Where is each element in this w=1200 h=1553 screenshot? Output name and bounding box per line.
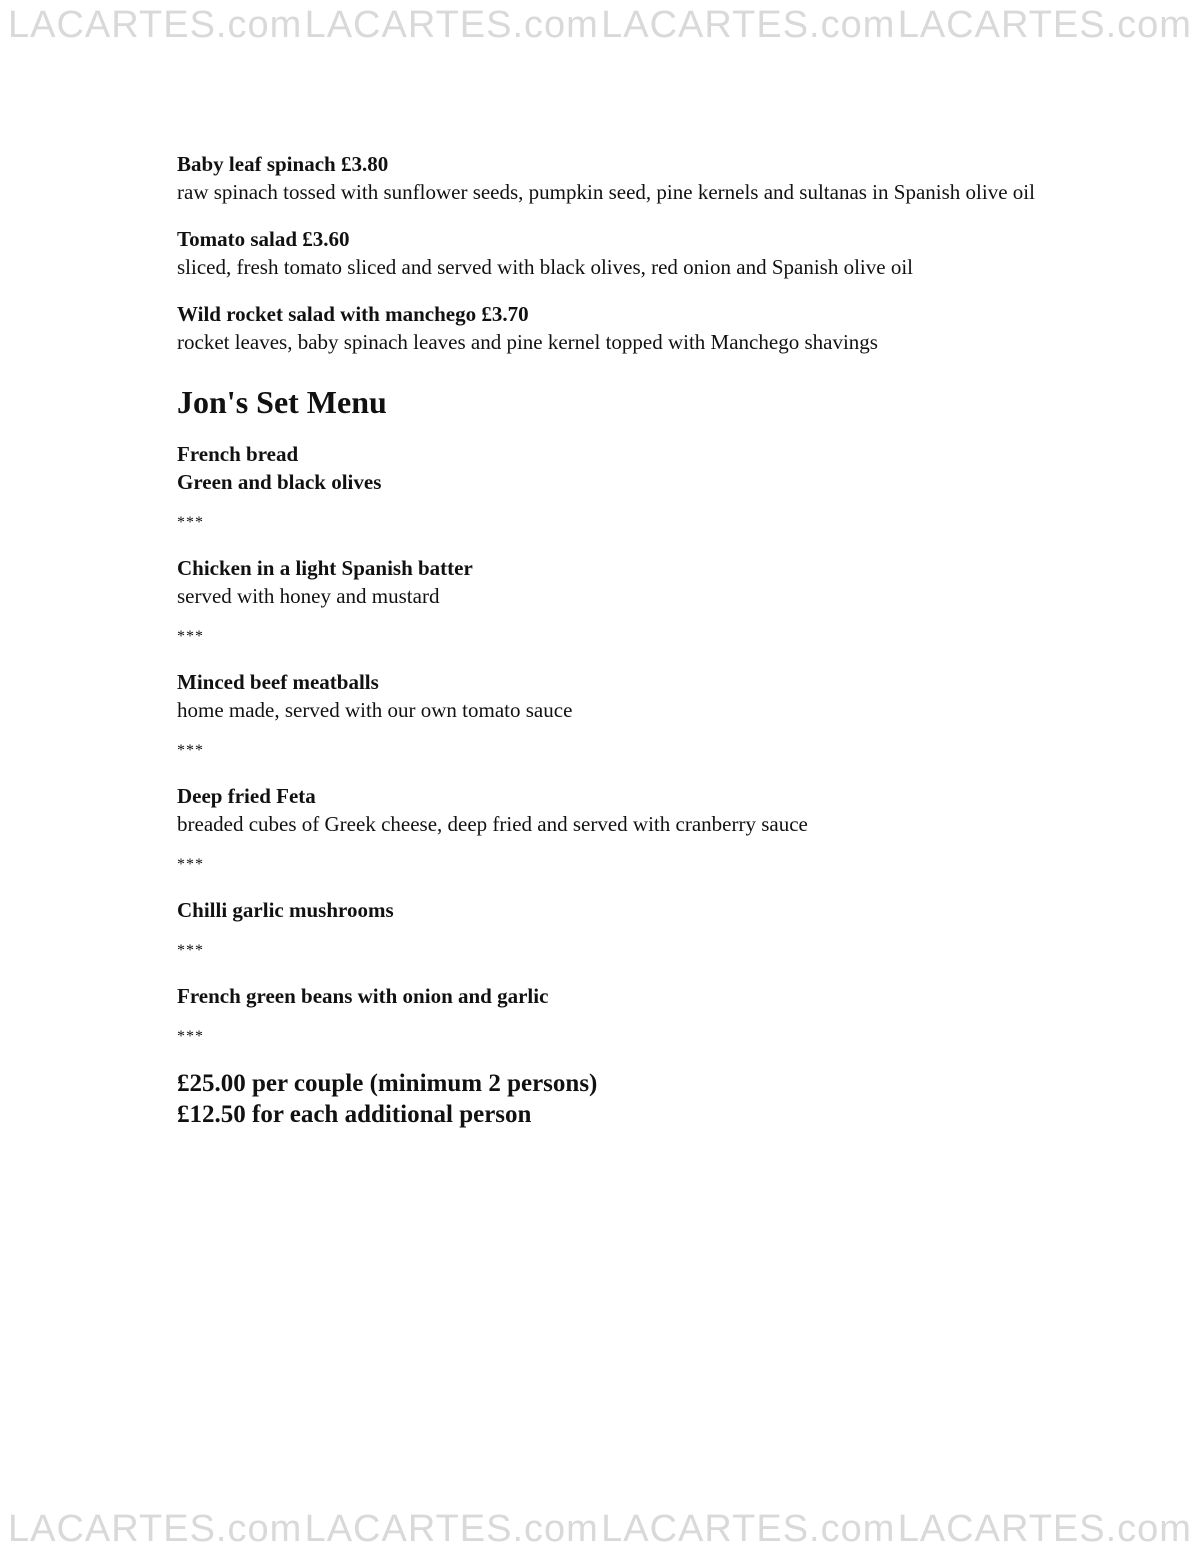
watermark-text: LACARTES.com [601, 4, 896, 46]
item-description: raw spinach tossed with sunflower seeds, pumpkin seed, pine kernels and sultanas in Spanish olive oil [177, 180, 1035, 204]
course-description: served with honey and mustard [177, 584, 440, 608]
course-description: home made, served with our own tomato sauce [177, 698, 573, 722]
set-menu-pricing [177, 1068, 1077, 1130]
watermark-bottom [0, 1508, 1200, 1551]
watermark-top [0, 4, 1200, 47]
course-separator: *** [177, 1028, 204, 1045]
menu-item [177, 300, 1077, 356]
price-per-couple: £25.00 per couple (minimum 2 persons) [177, 1070, 598, 1097]
watermark-text: LACARTES.com [601, 1508, 896, 1550]
watermark-text: LACARTES.com [897, 1508, 1192, 1550]
course-name: French green beans with onion and garlic [177, 984, 549, 1008]
menu-item [177, 150, 1077, 206]
course-name: Deep fried Feta [177, 784, 316, 808]
course-name: Minced beef meatballs [177, 670, 379, 694]
watermark-text: LACARTES.com [8, 1508, 303, 1550]
set-course [177, 982, 1077, 1010]
set-course [177, 668, 1077, 724]
item-description: rocket leaves, baby spinach leaves and pine kernel topped with Manchego shavings [177, 330, 878, 354]
item-name: Baby leaf spinach £3.80 [177, 152, 389, 176]
menu-page [177, 150, 1077, 1130]
course-separator: *** [177, 742, 204, 759]
course-separator: *** [177, 856, 204, 873]
item-name: Tomato salad £3.60 [177, 227, 350, 251]
watermark-text: LACARTES.com [304, 4, 599, 46]
course-name: Chicken in a light Spanish batter [177, 556, 473, 580]
section-heading: Jon's Set Menu [177, 384, 387, 420]
course-separator: *** [177, 942, 204, 959]
watermark-text: LACARTES.com [897, 4, 1192, 46]
set-course-bread [177, 440, 1077, 496]
course-name: French bread [177, 442, 299, 466]
watermark-text: LACARTES.com [304, 1508, 599, 1550]
set-course [177, 782, 1077, 838]
course-description: breaded cubes of Greek cheese, deep fried and served with cranberry sauce [177, 812, 808, 836]
set-course [177, 554, 1077, 610]
course-name: Chilli garlic mushrooms [177, 898, 394, 922]
course-separator: *** [177, 628, 204, 645]
price-additional-person: £12.50 for each additional person [177, 1101, 532, 1128]
menu-item [177, 225, 1077, 281]
item-name: Wild rocket salad with manchego £3.70 [177, 302, 529, 326]
watermark-text: LACARTES.com [8, 4, 303, 46]
set-course [177, 896, 1077, 924]
course-separator: *** [177, 514, 204, 531]
item-description: sliced, fresh tomato sliced and served with black olives, red onion and Spanish olive oil [177, 255, 914, 279]
course-name: Green and black olives [177, 470, 382, 494]
